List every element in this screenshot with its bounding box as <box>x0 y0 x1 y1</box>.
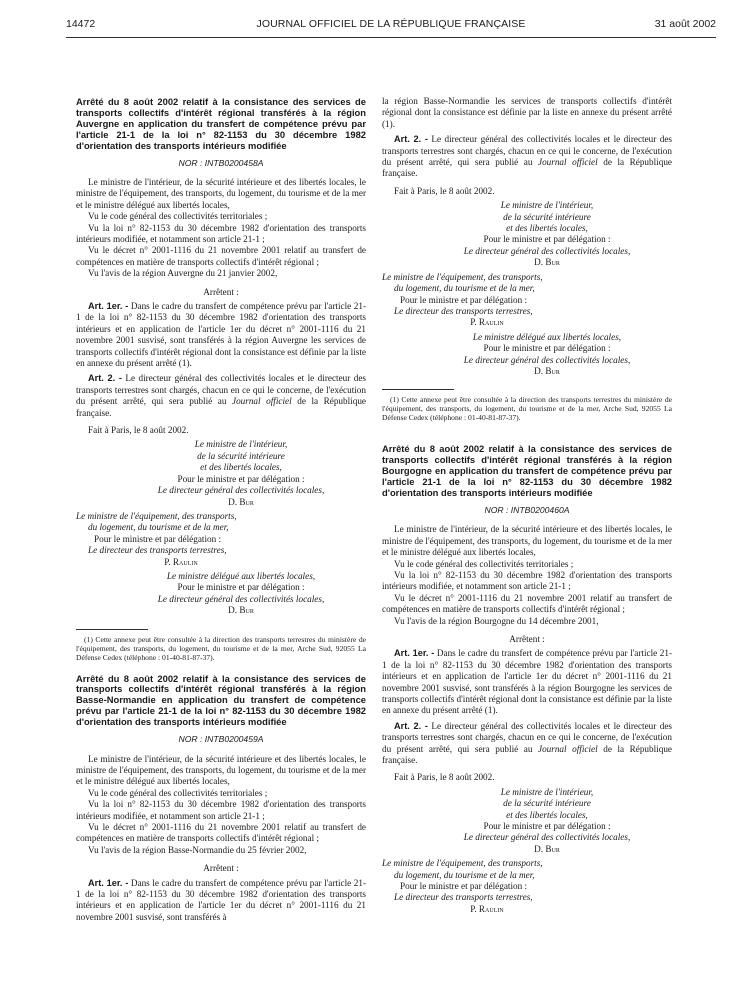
signature-delegate-minister: Le ministre délégué aux libertés locales, Pour le ministre et par délégation : Le directeur général des collectivités locales, D. Bur <box>157 570 325 616</box>
preamble: Le ministre de l'intérieur, de la sécurité intérieure et des libertés locales, le ministre de l'équipement, des transports, du logement, du tourisme et de la mer et le ministre délégué aux libertés locales, <box>382 524 672 558</box>
visa: Vu le décret n° 2001-1116 du 21 novembre 2001 relatif au transfert de compétences en matière de transports collectifs d'intérêt régional ; <box>76 821 366 844</box>
visa: Vu la loi n° 82-1153 du 30 décembre 1982 d'orientation des transports intérieurs modifiée, et notamment son article 21-1 ; <box>76 799 366 821</box>
signing-date: Fait à Paris, le 8 août 2002. <box>394 772 495 783</box>
signature-interior-minister: Le ministre de l'intérieur, de la sécurité intérieure et des libertés locales, Pour le ministre et par délégation : Le directeur général des collectivités locales, D. Bur <box>463 786 631 854</box>
arretent-label: Arrêtent : <box>203 863 239 874</box>
visa: Vu l'avis de la région Auvergne du 21 janvier 2002, <box>88 268 278 279</box>
visa: Vu le code général des collectivités territoriales ; <box>394 558 574 569</box>
visa: Vu la loi n° 82-1153 du 30 décembre 1982 d'orientation des transports intérieurs modifiée, et notamment son article 21-1 ; <box>76 222 366 244</box>
visa: Vu le décret n° 2001-1116 du 21 novembre 2001 relatif au transfert de compétences en matière de transports collectifs d'intérêt régional ; <box>76 245 366 267</box>
nor-reference: NOR : INTB0200459A <box>178 734 264 745</box>
page-number: 14472 <box>66 18 96 30</box>
article-2: Art. 2. - Le directeur général des collectivités locales et le directeur des transports terrestres sont chargés, chacun en ce qui le concerne, de l'exécution du présent arrêté, qui sera publié au Journal officiel de la République française. <box>382 134 673 179</box>
article-1: Art. 1er. - Dans le cadre du transfert de compétence prévu par l'article 21-1 de la loi n° 82-1153 du 30 décembre 1982 d'orientation des transports intérieurs et en application de l'article 1er du décret n° 2001-1116 du 21 novembre 2001 susvisé, sont transférés à la région Auvergne les services de transports collectifs d'intérêt régional dont la consistance est définie par la liste en annexe du présent arrêté (1). <box>76 301 367 369</box>
preamble: Le ministre de l'intérieur, de la sécurité intérieure et des libertés locales, le ministre de l'équipement, des transports, du logement, du tourisme et de la mer et le ministre délégué aux libertés locales, <box>76 753 366 787</box>
arretent-label: Arrêtent : <box>203 286 239 297</box>
signing-date: Fait à Paris, le 8 août 2002. <box>88 425 189 436</box>
signature-delegate-minister: Le ministre délégué aux libertés locales, Pour le ministre et par délégation : Le directeur général des collectivités locales, D. Bur <box>463 331 631 376</box>
page-header <box>66 18 716 34</box>
journal-title: JOURNAL OFFICIEL DE LA RÉPUBLIQUE FRANÇAISE <box>256 18 526 30</box>
decree-title: Arrêté du 8 août 2002 relatif à la consistance des services de transports collectifs d'intérêt régional transférés à la région Basse-Normandie en application du transfert de compétence prévu par l'article 21-1 de la loi n° 82-1153 du 30 décembre 1982 d'orientation des transports intérieurs modifiée <box>76 672 366 728</box>
footnote: (1) Cette annexe peut être consultée à la direction des transports terrestres du ministère de l'équipement, des transports, du logement, du tourisme et de la mer, Arche Sud, 92055 La Défense Cedex (téléphone : 01-40-81-87-37). <box>76 634 366 662</box>
article-2: Art. 2. - Le directeur général des collectivités locales et le directeur des transports terrestres sont chargés, chacun en ce qui le concerne, de l'exécution du présent arrêté, qui sera publié au Journal officiel de la République française. <box>382 720 673 765</box>
signing-date: Fait à Paris, le 8 août 2002. <box>394 185 495 196</box>
signature-equipment-minister: Le ministre de l'équipement, des transports, du logement, du tourisme et de la mer, Pour le ministre et par délégation : Le directeur des transports terrestres, P. Raulin <box>76 510 237 567</box>
right-column <box>382 96 672 915</box>
visa: Vu l'avis de la région Bourgogne du 14 décembre 2001, <box>394 615 599 626</box>
visa: Vu le décret n° 2001-1116 du 21 novembre 2001 relatif au transfert de compétences en matière de transports collectifs d'intérêt régional ; <box>382 592 672 615</box>
visa: Vu l'avis de la région Basse-Normandie du 25 février 2002, <box>88 844 307 855</box>
signature-interior-minister: Le ministre de l'intérieur, de la sécurité intérieure et des libertés locales, Pour le ministre et par délégation : Le directeur général des collectivités locales, D. Bur <box>463 200 631 268</box>
arretent-label: Arrêtent : <box>509 633 545 644</box>
visa: Vu la loi n° 82-1153 du 30 décembre 1982 d'orientation des transports intérieurs modifiée, et notamment son article 21-1 ; <box>382 569 672 592</box>
visa: Vu le code général des collectivités territoriales ; <box>88 787 268 798</box>
article-1-continued: la région Basse-Normandie les services de transports collectifs d'intérêt régional dont la consistance est définie par la liste en annexe du présent arrêté (1). <box>382 96 672 129</box>
decree-bourgogne <box>382 444 672 915</box>
decree-basse-normandie-continued <box>382 96 672 422</box>
issue-date: 31 août 2002 <box>654 18 716 30</box>
signature-interior-minister: Le ministre de l'intérieur, de la sécurité intérieure et des libertés locales, Pour le ministre et par délégation : Le directeur général des collectivités locales, D. Bur <box>157 439 325 507</box>
footnote: (1) Cette annexe peut être consultée à la direction des transports terrestres du ministère de l'équipement, des transports, du logement, du tourisme et de la mer, Arche Sud, 92055 La Défense Cedex (téléphone : 01-40-81-87-37). <box>382 395 672 423</box>
preamble: Le ministre de l'intérieur, de la sécurité intérieure et des libertés locales, le ministre de l'équipement, des transports, du logement, du tourisme et de la mer et le ministre délégué aux libertés locales, <box>76 176 366 210</box>
decree-title: Arrêté du 8 août 2002 relatif à la consistance des services de transports collectifs d'intérêt régional transférés à la région Auvergne en application du transfert de compétence prévu par l'article 21-1 de la loi n° 82-1153 du 30 décembre 1982 d'orientation des transports intérieurs modifiée <box>76 96 366 151</box>
header-rule <box>66 37 716 38</box>
article-1: Art. 1er. - Dans le cadre du transfert de compétence prévu par l'article 21-1 de la loi n° 82-1153 du 30 décembre 1982 d'orientation des transports intérieurs et en application de l'article 1er du décret n° 2001-1116 du 21 novembre 2001 susvisé, sont transférés à la région Bourgogne les services de transports collectifs d'intérêt régional dont la consistance est définie par la liste en annexe du présent arrêté (1). <box>382 648 673 716</box>
signature-equipment-minister: Le ministre de l'équipement, des transports, du logement, du tourisme et de la mer, Pour le ministre et par délégation : Le directeur des transports terrestres, P. Raulin <box>382 271 543 328</box>
visa: Vu le code général des collectivités territoriales ; <box>88 211 268 222</box>
left-column <box>76 97 366 923</box>
footnote-rule <box>382 389 454 390</box>
nor-reference: NOR : INTB0200458A <box>178 157 264 168</box>
signature-equipment-minister: Le ministre de l'équipement, des transports, du logement, du tourisme et de la mer, Pour le ministre et par délégation : Le directeur des transports terrestres, P. Raulin <box>382 858 543 914</box>
footnote-rule <box>76 629 148 630</box>
decree-title: Arrêté du 8 août 2002 relatif à la consistance des services de transports collectifs d'intérêt régional transférés à la région Bourgogne en application du transfert de compétence prévu par l'article 21-1 de la loi n° 82-1153 du 30 décembre 1982 d'orientation des transports intérieurs modifiée <box>382 443 672 498</box>
decree-auvergne <box>76 97 366 662</box>
nor-reference: NOR : INTB0200460A <box>484 504 570 515</box>
decree-basse-normandie <box>76 674 366 924</box>
article-2: Art. 2. - Le directeur général des collectivités locales et le directeur des transports terrestres sont chargés, chacun en ce qui le concerne, de l'exécution du présent arrêté, qui sera publié au Journal officiel de la République française. <box>76 373 367 418</box>
article-1: Art. 1er. - Dans le cadre du transfert de compétence prévu par l'article 21-1 de la loi n° 82-1153 du 30 décembre 1982 d'orientation des transports intérieurs et en application de l'article 1er du décret n° 2001-1116 du 21 novembre 2001 susvisé, sont transférés à <box>76 877 367 922</box>
